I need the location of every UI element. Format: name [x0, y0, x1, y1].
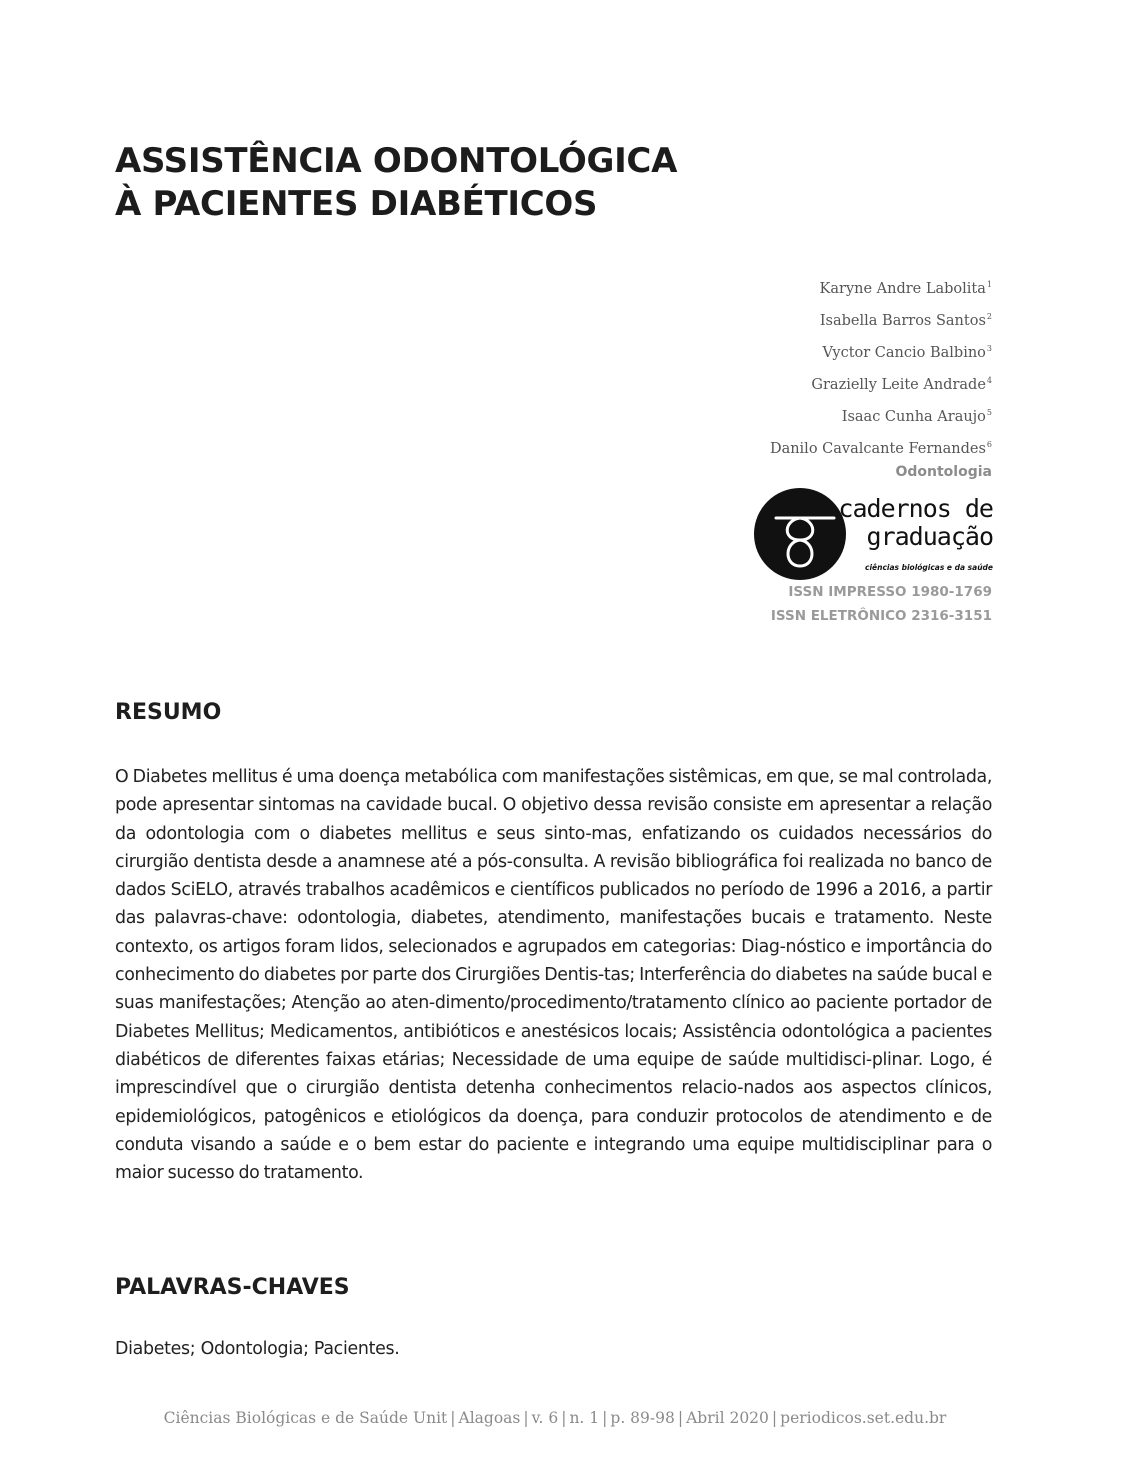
footer-pages: p. 89-98 — [610, 1409, 675, 1427]
footer-site-link[interactable]: periodicos.set.edu.br — [780, 1409, 947, 1427]
journal-logo — [754, 488, 994, 580]
abstract-text: O Diabetes mellitus é uma doença metabólica com manifestações sistêmicas, em que, se mal controlada, pode apresentar sintomas na cavidade bucal. O objetivo dessa revisão consiste em apresentar a relação da odontologia com o diabetes mellitus e seus sinto-mas, enfatizando os cuidados necessários do cirurgião dentista desde a anamnese até a pós-consulta. A revisão bibliográfica foi realizada no banco de dados SciELO, através trabalhos acadêmicos e científicos publicados no período de 1996 a 2016, a partir das palavras-chave: odontologia, diabetes, atendimento, manifestações bucais e tratamento. Neste contexto, os artigos foram lidos, selecionados e agrupados em categorias: Diag-nóstico e importância do conhecimento do diabetes por parte dos Cirurgiões Dentis-tas; Interferência do diabetes na saúde bucal e suas manifestações; Atenção ao aten-dimento/procedimento/tratamento clínico ao paciente portador de Diabetes Mellitus; Medicamentos, antibióticos e anestésicos locais; Assistência odontológica a pacientes diabéticos de diferentes faixas etárias; Necessidade de uma equipe de saúde multidisci-plinar. Logo, é imprescindível que o cirurgião dentista detenha conhecimentos relacio-nados aos aspectos clínicos, epidemiológicos, patogênicos e etiológicos da doença, para conduzir protocolos de atendimento e de conduta visando a saúde e o bem estar do paciente e integrando uma equipe multidisciplinar para o maior sucesso do tratamento. — [115, 767, 992, 1184]
page-footer — [0, 1409, 1110, 1427]
footer-separator: | — [771, 1409, 778, 1427]
issn-electronic: ISSN ELETRÔNICO 2316-3151 — [770, 608, 992, 624]
author-name: Vyctor Cancio Balbino — [822, 345, 986, 361]
journal-logo-mark-icon — [754, 488, 846, 580]
journal-logo-subtitle: ciências biológicas e da saúde — [865, 563, 993, 572]
author-affiliation-number: 1 — [986, 280, 992, 289]
subject-area: Odontologia — [895, 464, 992, 480]
author-name: Grazielly Leite Andrade — [811, 377, 986, 393]
footer-separator: | — [523, 1409, 529, 1427]
author-list — [770, 271, 992, 463]
footer-separator: | — [602, 1409, 608, 1427]
footer-separator: | — [450, 1409, 456, 1427]
footer-separator: | — [561, 1409, 567, 1427]
footer-number: n. 1 — [569, 1409, 600, 1427]
article-title — [115, 140, 677, 226]
author-item — [770, 271, 992, 303]
author-name: Danilo Cavalcante Fernandes — [769, 441, 986, 457]
abstract-heading: RESUMO — [115, 700, 222, 725]
footer-separator: | — [677, 1409, 684, 1427]
author-affiliation-number: 3 — [986, 344, 992, 353]
author-name: Karyne Andre Labolita — [819, 281, 986, 297]
author-name: Isaac Cunha Araujo — [841, 409, 986, 425]
author-item — [770, 431, 992, 463]
article-title-line-2: À PACIENTES DIABÉTICOS — [115, 184, 598, 224]
journal-logo-text-line-2: graduação — [866, 522, 993, 551]
author-affiliation-number: 2 — [986, 312, 992, 321]
author-item — [770, 335, 992, 367]
keywords-text: Diabetes; Odontologia; Pacientes. — [115, 1339, 400, 1359]
footer-journal: Ciências Biológicas e de Saúde Unit — [163, 1409, 448, 1427]
author-item — [770, 399, 992, 431]
author-affiliation-number: 4 — [986, 376, 992, 385]
footer-date: Abril 2020 — [686, 1409, 769, 1427]
keywords-heading: PALAVRAS-CHAVES — [115, 1275, 350, 1300]
author-name: Isabella Barros Santos — [819, 313, 986, 329]
issn-print: ISSN IMPRESSO 1980-1769 — [788, 584, 992, 600]
journal-logo-text-line-1: cadernos de — [838, 494, 993, 523]
author-item — [770, 367, 992, 399]
article-title-line-1: ASSISTÊNCIA ODONTOLÓGICA — [115, 141, 678, 181]
footer-place: Alagoas — [458, 1409, 521, 1427]
author-affiliation-number: 5 — [986, 408, 992, 417]
author-item — [770, 303, 992, 335]
footer-volume: v. 6 — [531, 1409, 559, 1427]
author-affiliation-number: 6 — [986, 440, 992, 449]
